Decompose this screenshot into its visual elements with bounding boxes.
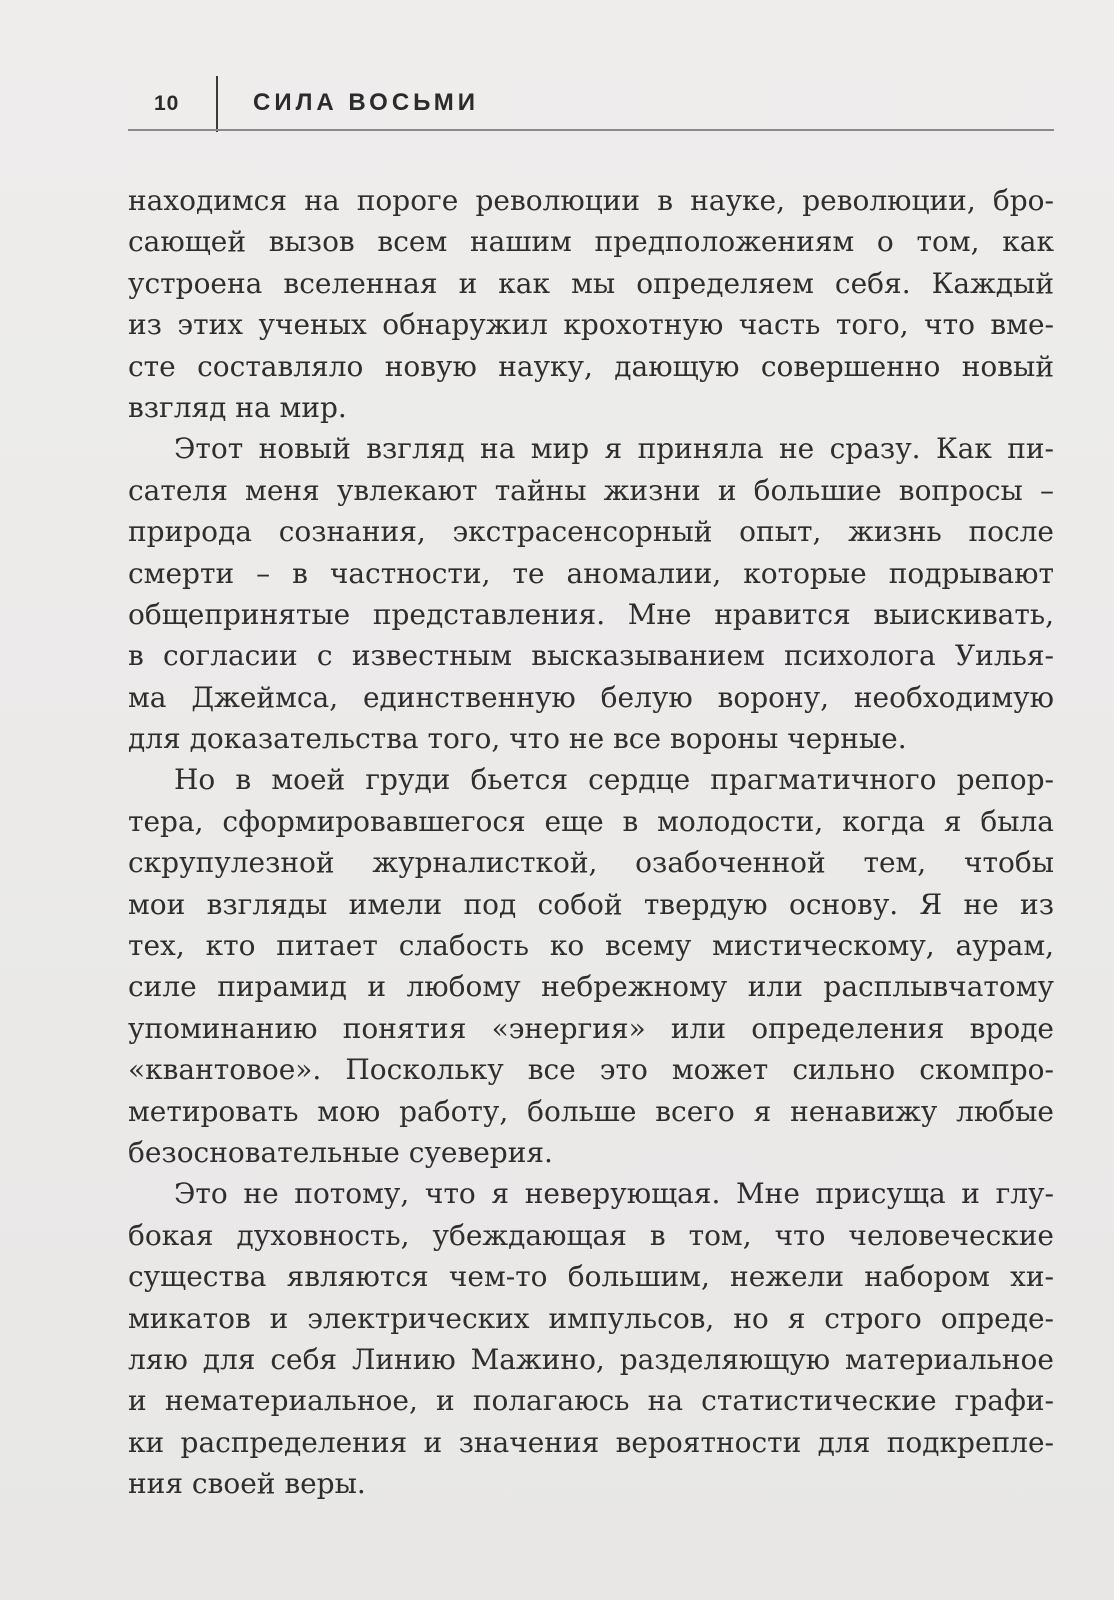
running-head	[128, 76, 1054, 134]
text-line: взгляд на мир.	[128, 390, 347, 424]
text-line: «квантовое». Поскольку все это может сильно скомпро-	[128, 1053, 1054, 1087]
paragraph-3	[128, 759, 1054, 1173]
paragraph-4	[128, 1173, 1054, 1504]
text-line: сте составляло новую науку, дающую совершенно новый	[128, 349, 1054, 383]
text-line: упоминанию понятия «энергия» или определения вроде	[128, 1011, 1054, 1045]
text-line: устроена вселенная и как мы определяем себя. Каждый	[128, 266, 1054, 300]
text-line: общепринятые представления. Мне нравится выискивать,	[128, 597, 1054, 631]
text-line: силе пирамид и любому небрежному или расплывчатому	[128, 970, 1054, 1004]
text-line: мои взгляды имели под собой твердую основу. Я не из	[128, 887, 1054, 921]
text-line: Этот новый взгляд на мир я приняла не сразу. Как пи-	[174, 432, 1054, 466]
body-text	[128, 180, 1054, 1505]
text-line: метировать мою работу, больше всего я ненавижу любые	[128, 1094, 1054, 1128]
text-line: в согласии с известным высказыванием психолога Уилья-	[128, 639, 1054, 673]
text-line: и нематериальное, и полагаюсь на статистические графи-	[128, 1384, 1054, 1418]
text-line: ки распределения и значения вероятности для подкрепле-	[128, 1425, 1054, 1459]
text-line: существа являются чем-то большим, нежели набором хи-	[128, 1260, 1054, 1294]
paragraph-2	[128, 428, 1054, 759]
text-line: Но в моей груди бьется сердце прагматичного репор-	[174, 763, 1054, 797]
text-line: природа сознания, экстрасенсорный опыт, жизнь после	[128, 515, 1054, 549]
text-line: для доказательства того, что не все вороны черные.	[128, 722, 907, 756]
text-line: из этих ученых обнаружил крохотную часть того, что вме-	[128, 308, 1054, 342]
page-number: 10	[154, 92, 180, 115]
header-separator	[216, 76, 218, 132]
book-title: СИЛА ВОСЬМИ	[253, 89, 480, 116]
text-line: сателя меня увлекают тайны жизни и большие вопросы –	[128, 473, 1054, 507]
text-line: ния своей веры.	[128, 1467, 366, 1501]
text-line: смерти – в частности, те аномалии, которые подрывают	[128, 556, 1054, 590]
text-line: скрупулезной журналисткой, озабоченной тем, чтобы	[128, 846, 1054, 880]
text-line: ма Джеймса, единственную белую ворону, необходимую	[128, 680, 1054, 714]
text-line: сающей вызов всем нашим предположениям о том, как	[128, 225, 1054, 259]
text-line: тех, кто питает слабость ко всему мистическому, аурам,	[128, 929, 1054, 963]
text-line: Это не потому, что я неверующая. Мне присуща и глу-	[174, 1177, 1054, 1211]
text-line: бокая духовность, убеждающая в том, что человеческие	[128, 1218, 1054, 1252]
text-line: безосновательные суеверия.	[128, 1135, 553, 1169]
paragraph-1	[128, 180, 1054, 428]
text-line: ляю для себя Линию Мажино, разделяющую материальное	[128, 1342, 1054, 1376]
text-line: тера, сформировавшегося еще в молодости, когда я была	[128, 804, 1054, 838]
header-rule	[128, 129, 1054, 131]
text-line: находимся на пороге революции в науке, революции, бро-	[128, 184, 1054, 217]
text-line: микатов и электрических импульсов, но я строго опреде-	[128, 1301, 1054, 1335]
